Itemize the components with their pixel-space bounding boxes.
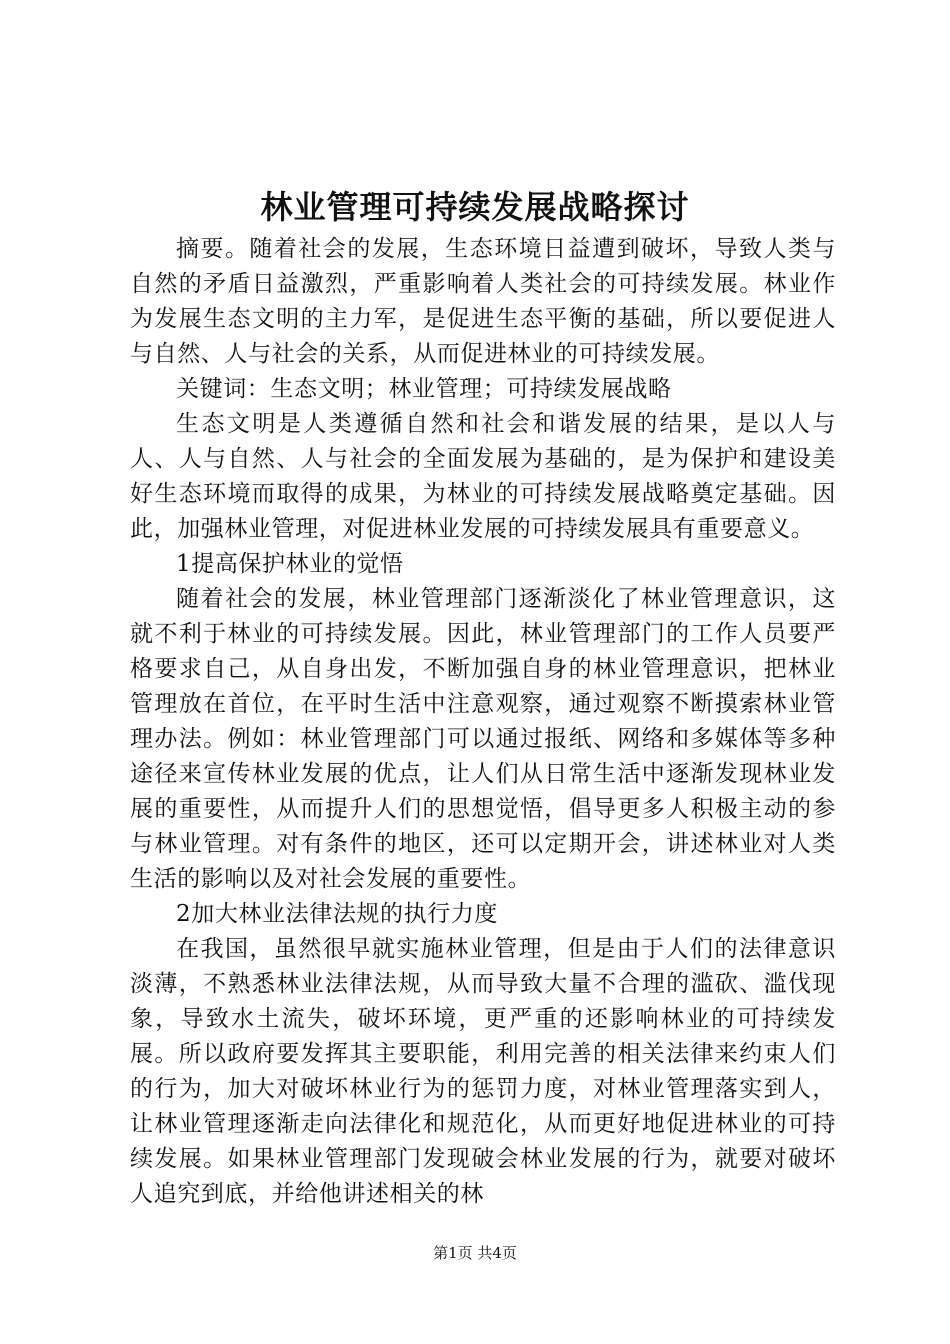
section-2-paragraph: 在我国，虽然很早就实施林业管理，但是由于人们的法律意识淡薄，不熟悉林业法律法规，从而导致大量不合理的滥砍、滥伐现象，导致水土流失，破坏环境，更严重的还影响林业的可持续发展。所以政府要发挥其主要职能，利用完善的相关法律来约束人们的行为，加大对破坏林业行为的惩罚力度，对林业管理落实到人，让林业管理逐渐走向法律化和规范化，从而更好地促进林业的可持续发展。如果林业管理部门发现破会林业发展的行为，就要对破坏人追究到底，并给他讲述相关的林 xyxy=(130,936,836,1207)
page-footer: 第1页 共4页 xyxy=(433,1244,517,1262)
section-1-paragraph: 随着社会的发展，林业管理部门逐渐淡化了林业管理意识，这就不利于林业的可持续发展。因此，林业管理部门的工作人员要严格要求自己，从自身出发，不断加强自身的林业管理意识，把林业管理放在首位，在平时生活中注意观察，通过观察不断摸索林业管理办法。例如：林业管理部门可以通过报纸、网络和多媒体等多种途径来宣传林业发展的优点，让人们从日常生活中逐渐发现林业发展的重要性，从而提升人们的思想觉悟，倡导更多人积极主动的参与林业管理。对有条件的地区，还可以定期开会，讲述林业对人类生活的影响以及对社会发展的重要性。 xyxy=(130,586,836,892)
section-heading-2: 2加大林业法律法规的执行力度 xyxy=(176,901,499,927)
intro-paragraph: 生态文明是人类遵循自然和社会和谐发展的结果，是以人与人、人与自然、人与社会的全面发展为基础的，是为保护和建设美好生态环境而取得的成果，为林业的可持续发展战略奠定基础。因此，加强林业管理，对促进林业发展的可持续发展具有重要意义。 xyxy=(130,411,836,542)
keywords-paragraph: 关键词：生态文明；林业管理；可持续发展战略 xyxy=(176,376,672,402)
abstract-paragraph: 摘要。随着社会的发展，生态环境日益遭到破坏，导致人类与自然的矛盾日益激烈，严重影响着人类社会的可持续发展。林业作为发展生态文明的主力军，是促进生态平衡的基础，所以要促进人与自然、人与社会的关系，从而促进林业的可持续发展。 xyxy=(130,236,836,367)
section-heading-1: 1提高保护林业的觉悟 xyxy=(176,551,404,577)
page-title: 林业管理可持续发展战略探讨 xyxy=(260,188,690,226)
document-body xyxy=(130,232,836,1212)
